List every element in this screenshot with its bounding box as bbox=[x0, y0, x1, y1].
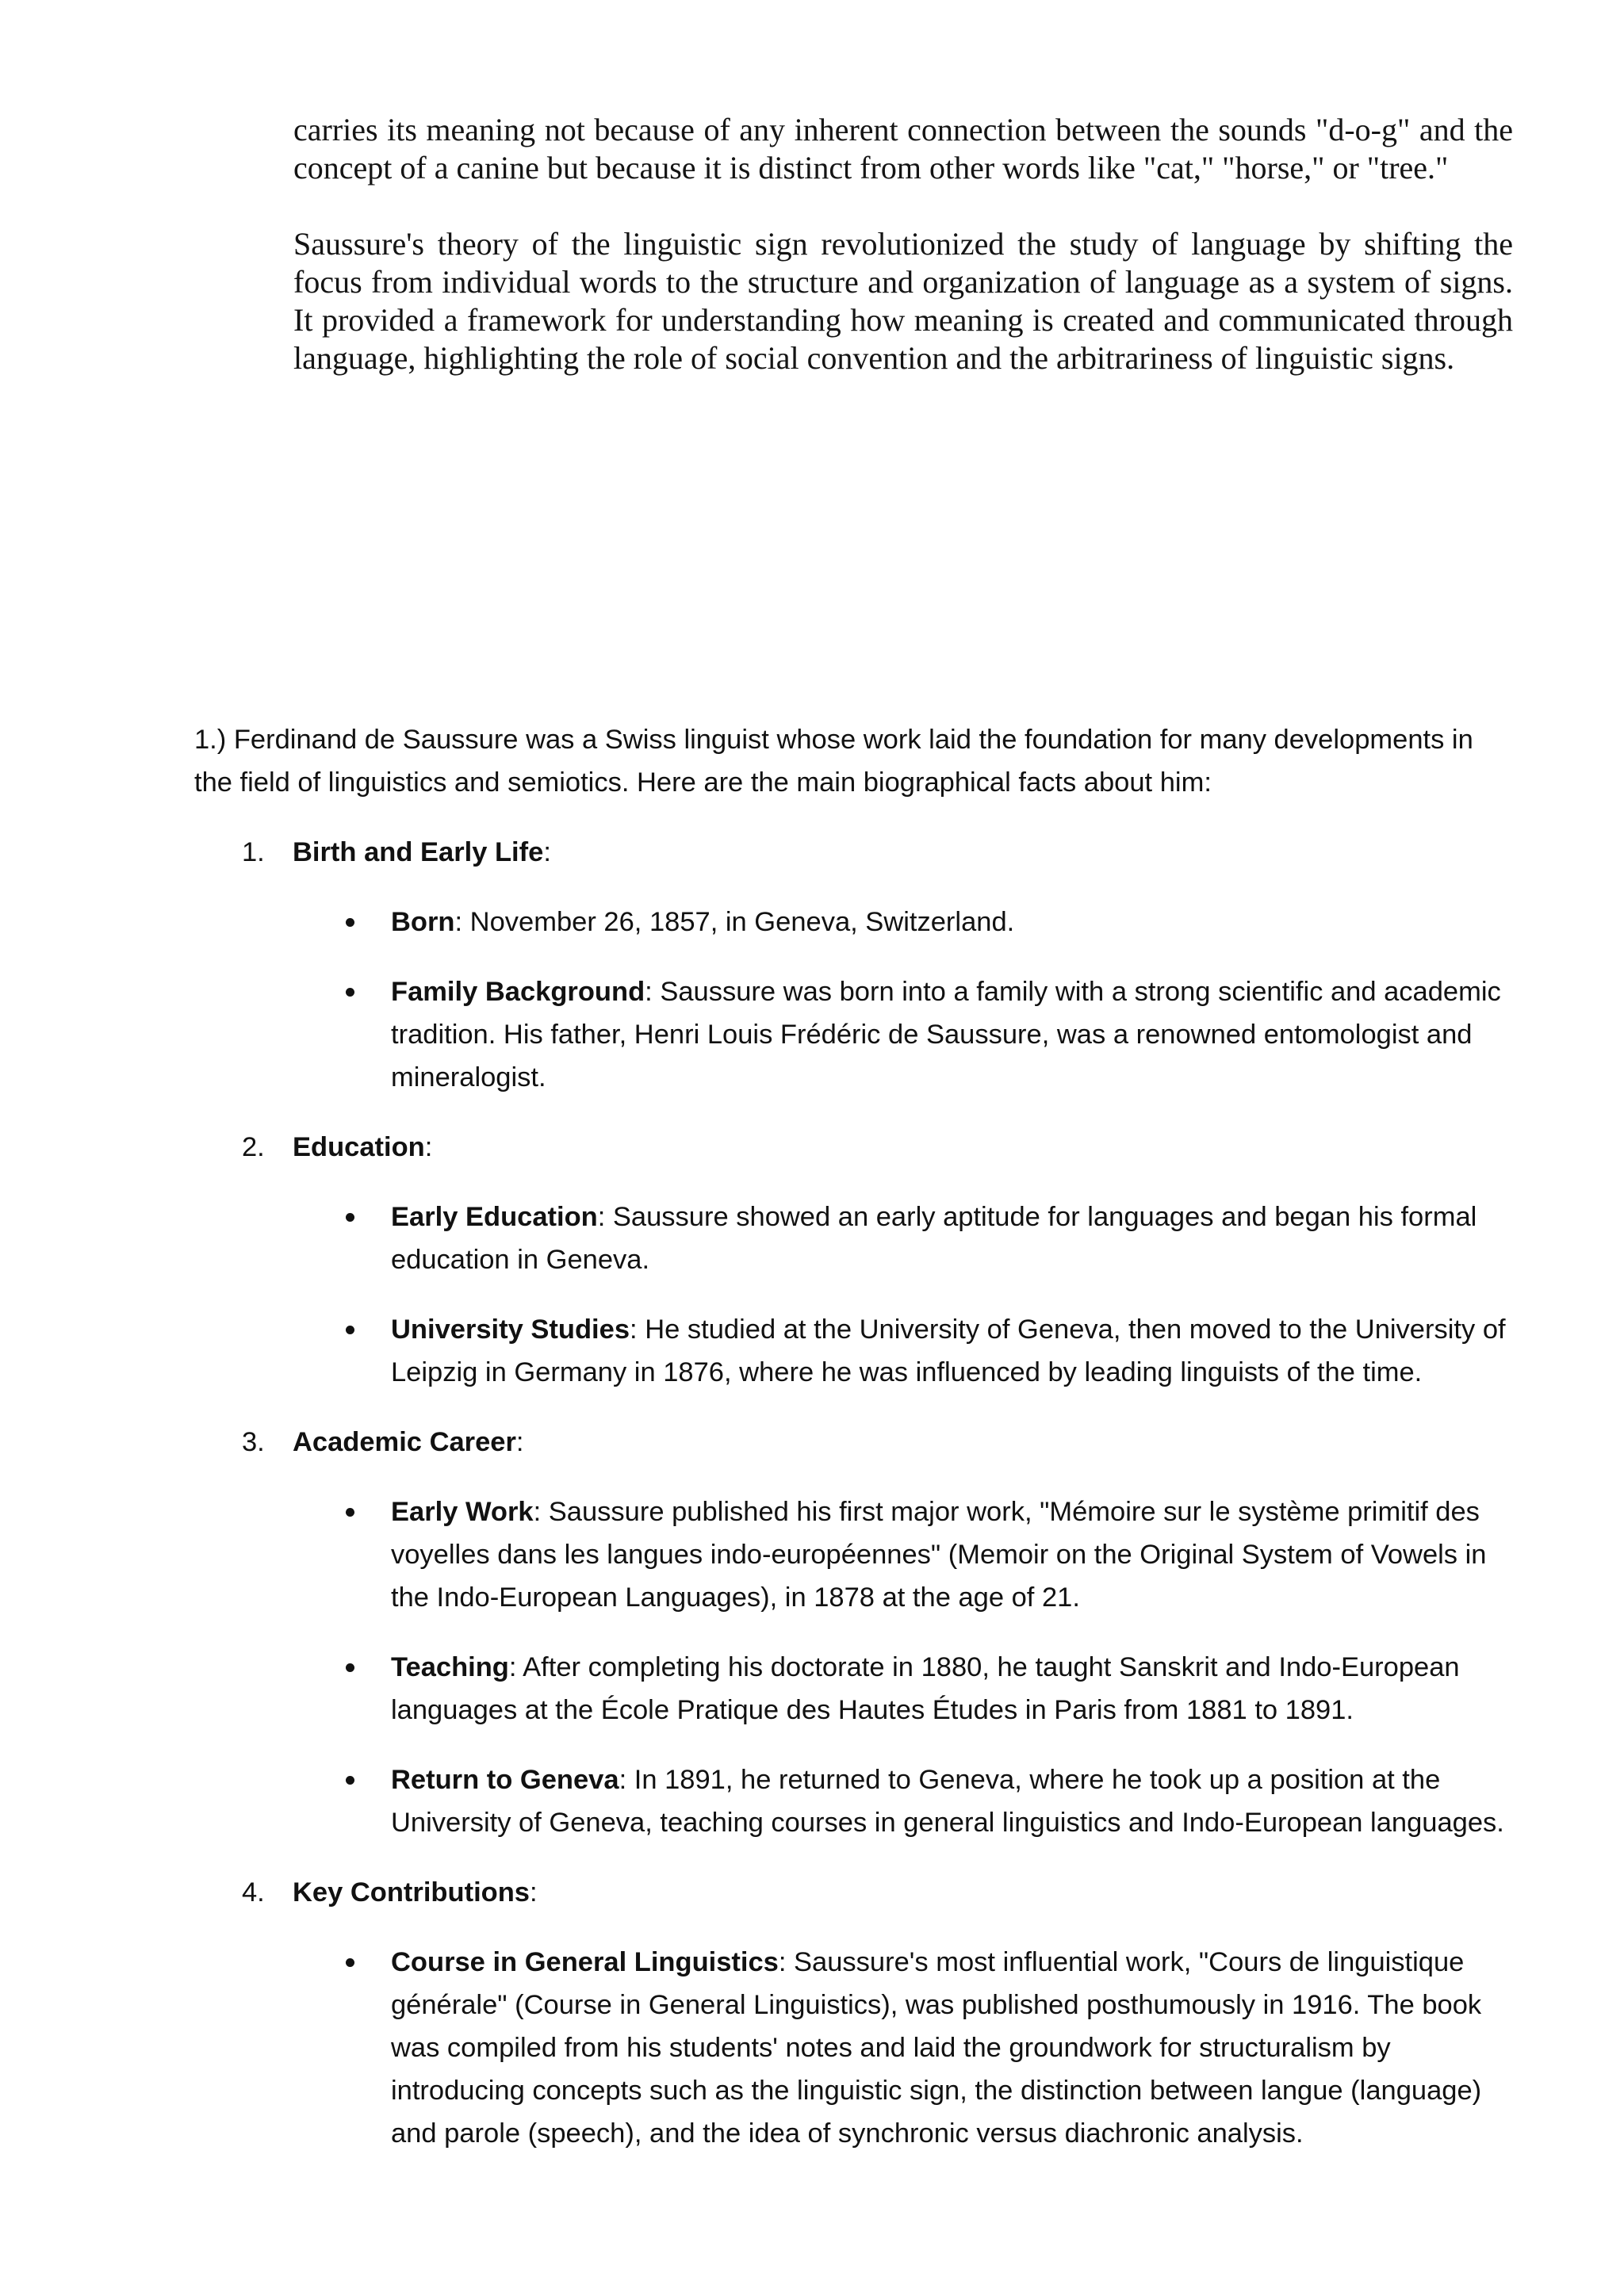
bullet-icon bbox=[346, 1663, 354, 1672]
biography-section bbox=[194, 718, 1519, 2155]
section-items bbox=[293, 901, 1519, 1099]
section-title: Key Contributions bbox=[293, 1877, 530, 1908]
list-item-family-background bbox=[293, 970, 1519, 1099]
section-education bbox=[194, 1126, 1519, 1394]
item-term: Early Education bbox=[391, 1202, 598, 1232]
item-text: : November 26, 1857, in Geneva, Switzerland. bbox=[454, 907, 1015, 937]
section-colon: : bbox=[543, 837, 551, 867]
bullet-icon bbox=[346, 1958, 354, 1967]
list-item-return-to-geneva bbox=[293, 1758, 1519, 1844]
section-items bbox=[293, 1941, 1519, 2155]
section-heading bbox=[242, 1126, 1519, 1169]
linguistic-sign-text bbox=[293, 111, 1513, 377]
section-title: Academic Career bbox=[293, 1427, 516, 1457]
section-title: Birth and Early Life bbox=[293, 837, 544, 867]
bullet-icon bbox=[346, 1508, 354, 1517]
section-colon: : bbox=[515, 1427, 524, 1457]
item-term: University Studies bbox=[391, 1314, 630, 1345]
section-title: Education bbox=[293, 1132, 425, 1162]
bullet-icon bbox=[346, 1776, 354, 1785]
item-term: Family Background bbox=[391, 977, 645, 1007]
item-text: : In 1891, he returned to Geneva, where he took up a position at the University of Geneva, teaching courses in general linguistics and Indo-European languages. bbox=[391, 1765, 1504, 1838]
section-colon: : bbox=[424, 1132, 433, 1162]
section-number: 4. bbox=[242, 1877, 265, 1908]
section-heading bbox=[242, 1421, 1519, 1464]
section-number: 2. bbox=[242, 1132, 265, 1162]
section-number: 1. bbox=[242, 837, 265, 867]
item-text: : Saussure was born into a family with a strong scientific and academic tradition. His father, Henri Louis Frédéric de Saussure, was a renowned entomologist and mineralogist. bbox=[391, 977, 1501, 1093]
bullet-icon bbox=[346, 988, 354, 997]
section-items bbox=[293, 1490, 1519, 1844]
bullet-icon bbox=[346, 1326, 354, 1334]
section-number: 3. bbox=[242, 1427, 265, 1457]
paragraph-dog-example: carries its meaning not because of any inherent connection between the sounds "d-o-g" and the concept of a canine but because it is distinct from other words like "cat," "horse," or "tree." bbox=[293, 112, 1513, 186]
item-text: : He studied at the University of Geneva, then moved to the University of Leipzig in Germany in 1876, where he was influenced by leading linguists of the time. bbox=[391, 1314, 1506, 1387]
section-heading bbox=[242, 1871, 1519, 1914]
item-term: Return to Geneva bbox=[391, 1765, 619, 1795]
list-item-born bbox=[293, 901, 1519, 943]
list-item-early-work bbox=[293, 1490, 1519, 1619]
section-items bbox=[293, 1196, 1519, 1394]
item-term: Course in General Linguistics bbox=[391, 1947, 779, 1977]
item-term: Early Work bbox=[391, 1497, 534, 1527]
section-key-contributions bbox=[194, 1871, 1519, 2155]
item-text: : Saussure showed an early aptitude for languages and began his formal education in Geneva. bbox=[391, 1202, 1477, 1275]
item-text: : Saussure published his first major work, "Mémoire sur le système primitif des voyelles dans les langues indo-européennes" (Memoir on the Original System of Vowels in the Indo-European Languages), in 1878 at the age of 21. bbox=[391, 1497, 1487, 1613]
bullet-icon bbox=[346, 918, 354, 927]
biography-intro: 1.) Ferdinand de Saussure was a Swiss linguist whose work laid the foundation for many developments in the field of linguistics and semiotics. Here are the main biographical facts about him: bbox=[194, 725, 1473, 798]
list-item-early-education bbox=[293, 1196, 1519, 1281]
item-term: Born bbox=[391, 907, 455, 937]
list-item-teaching bbox=[293, 1646, 1519, 1732]
item-text: : After completing his doctorate in 1880, he taught Sanskrit and Indo-European languages at the École Pratique des Hautes Études in Paris from 1881 to 1891. bbox=[391, 1652, 1460, 1725]
section-academic-career bbox=[194, 1421, 1519, 1844]
list-item-university-studies bbox=[293, 1308, 1519, 1394]
item-text: : Saussure's most influential work, "Cours de linguistique générale" (Course in General Linguistics), was published posthumously in 1916. The book was compiled from his students' notes and laid the groundwork for structuralism by introducing concepts such as the linguistic sign, the distinction between langue (language) and parole (speech), and the idea of synchronic versus diachronic analysis. bbox=[391, 1947, 1482, 2149]
bullet-icon bbox=[346, 1213, 354, 1222]
section-heading bbox=[242, 831, 1519, 874]
paragraph-sign-theory: Saussure's theory of the linguistic sign revolutionized the study of language by shifting the focus from individual words to the structure and organization of language as a system of signs. It provided a framework for understanding how meaning is created and communicated through language, highlighting the role of social convention and the arbitrariness of linguistic signs. bbox=[293, 226, 1513, 376]
item-term: Teaching bbox=[391, 1652, 509, 1682]
biography-list bbox=[194, 831, 1519, 2155]
section-birth-early-life bbox=[194, 831, 1519, 1099]
section-colon: : bbox=[530, 1877, 538, 1908]
list-item-course-in-general-linguistics bbox=[293, 1941, 1519, 2155]
